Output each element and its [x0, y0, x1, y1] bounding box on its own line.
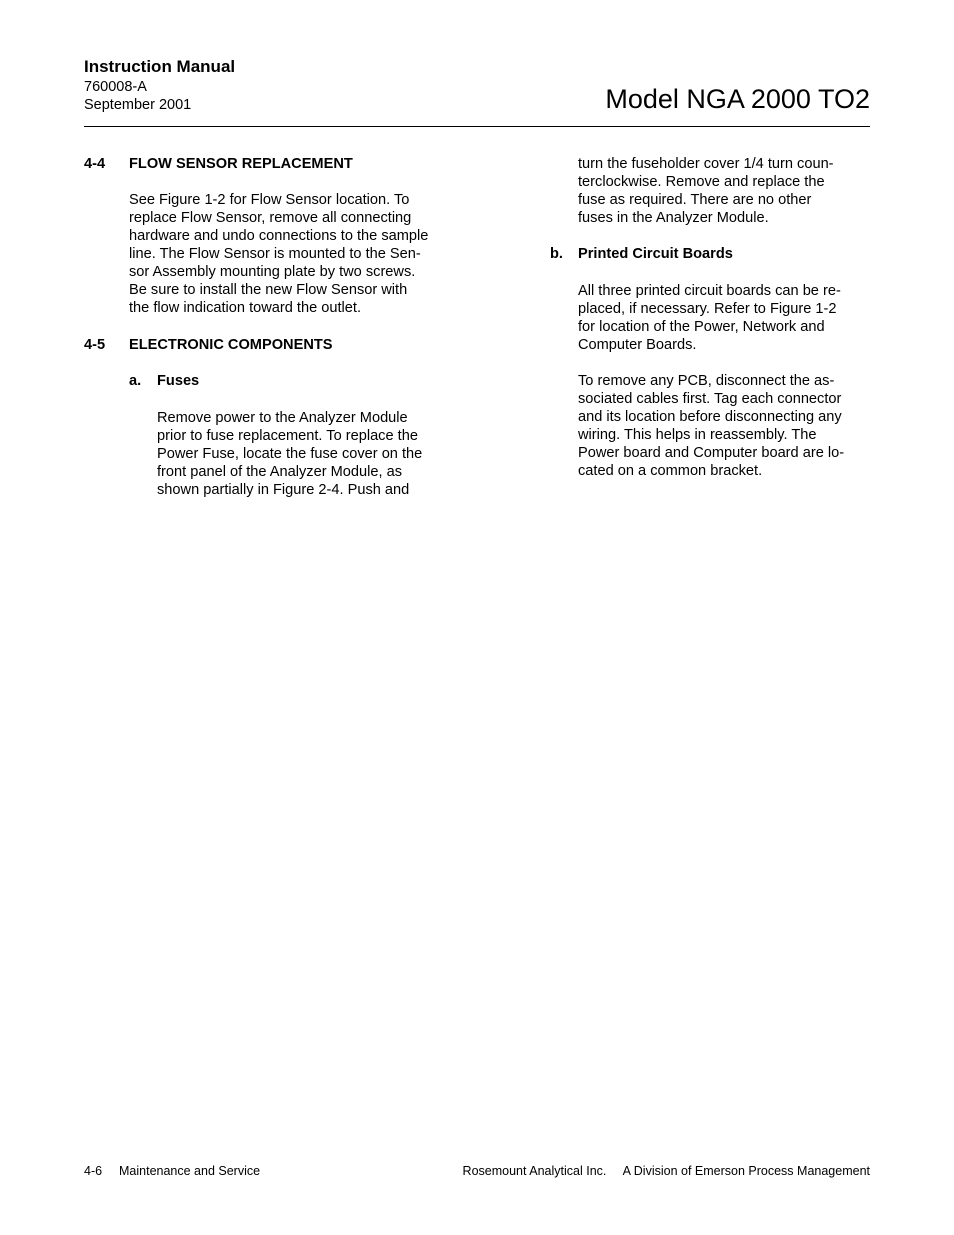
body-line: Power Fuse, locate the fuse cover on the: [157, 446, 423, 462]
body-line: Computer Boards.: [578, 337, 697, 353]
body-line: turn the fuseholder cover 1/4 turn coun-: [578, 156, 834, 172]
body-line: placed, if necessary. Refer to Figure 1-2: [578, 301, 837, 317]
body-line: Power board and Computer board are lo-: [578, 445, 845, 461]
document-date: September 2001: [84, 97, 192, 113]
footer-company: [463, 1163, 870, 1179]
body-line: line. The Flow Sensor is mounted to the Sen-: [129, 246, 421, 262]
subsection-a-heading: Fuses: [157, 373, 200, 389]
footer-company-name: Rosemount Analytical Inc.: [462, 1164, 607, 1178]
body-line: sociated cables first. Tag each connector: [578, 391, 842, 407]
body-line: hardware and undo connections to the sample: [129, 228, 429, 244]
body-line: and its location before disconnecting any: [578, 409, 842, 425]
section-4-4-body: [129, 191, 428, 317]
pcb-body-para-1: [578, 282, 841, 354]
body-line: prior to fuse replacement. To replace the: [157, 428, 418, 444]
footer-division: A Division of Emerson Process Management: [622, 1164, 870, 1178]
section-4-4-heading: FLOW SENSOR REPLACEMENT: [129, 156, 353, 172]
body-line: fuse as required. There are no other: [578, 192, 812, 208]
body-line: See Figure 1-2 for Flow Sensor location. To: [129, 192, 410, 208]
body-line: for location of the Power, Network and: [578, 319, 825, 335]
body-line: replace Flow Sensor, remove all connecting: [129, 210, 412, 226]
body-line: sor Assembly mounting plate by two screws.: [129, 264, 416, 280]
body-line: the flow indication toward the outlet.: [129, 300, 362, 316]
model-title: Model NGA 2000 TO2: [605, 84, 870, 114]
body-line: Remove power to the Analyzer Module: [157, 410, 408, 426]
body-line: front panel of the Analyzer Module, as: [157, 464, 403, 480]
body-line: terclockwise. Remove and replace the: [578, 174, 825, 190]
footer-page-number: 4-6: [84, 1164, 103, 1178]
body-line: To remove any PCB, disconnect the as-: [578, 373, 835, 389]
footer-section-name: Maintenance and Service: [119, 1164, 261, 1178]
body-line: shown partially in Figure 2-4. Push and: [157, 482, 410, 498]
pcb-body-para-2: [578, 372, 844, 480]
fuses-body-left: [157, 409, 422, 499]
subsection-b-heading: Printed Circuit Boards: [578, 246, 733, 262]
header-divider: [84, 126, 870, 127]
section-4-5-heading: ELECTRONIC COMPONENTS: [129, 337, 333, 353]
subsection-b-letter: b.: [550, 246, 563, 262]
document-number: 760008-A: [84, 79, 147, 95]
section-4-4-number: 4-4: [84, 156, 106, 172]
subsection-a-letter: a.: [129, 373, 142, 389]
fuses-body-right: [578, 155, 834, 227]
body-line: Be sure to install the new Flow Sensor with: [129, 282, 408, 298]
manual-title: Instruction Manual: [84, 57, 236, 76]
body-line: cated on a common bracket.: [578, 463, 763, 479]
body-line: wiring. This helps in reassembly. The: [578, 427, 817, 443]
body-line: fuses in the Analyzer Module.: [578, 210, 769, 226]
body-line: All three printed circuit boards can be re-: [578, 283, 841, 299]
section-4-5-number: 4-5: [84, 337, 106, 353]
